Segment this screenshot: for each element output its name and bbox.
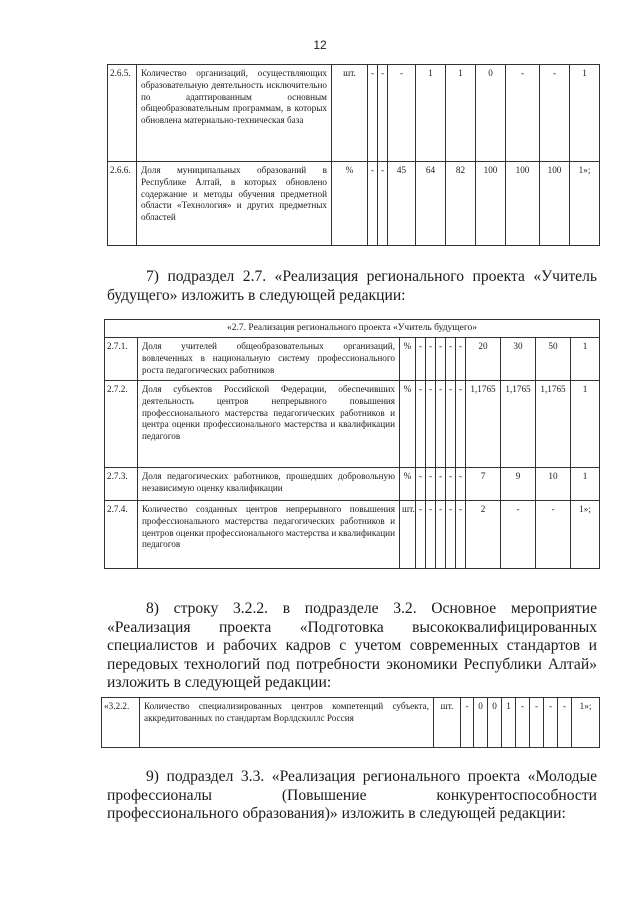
value-cell: -: [378, 162, 388, 246]
unit-cell: шт.: [434, 698, 461, 748]
value-cell: 50: [536, 338, 571, 381]
row-number: 2.6.6.: [108, 162, 137, 246]
table-row: [105, 501, 600, 569]
value-cell: -: [530, 698, 544, 748]
value-cell: 7: [466, 468, 501, 501]
value-cell: 100: [506, 162, 540, 246]
value-cell: 1: [570, 65, 600, 162]
indicator-description: Доля муниципальных образований в Республике Алтай, в которых обновлено содержание и методы обучения предметной области «Технология» и других предметных областей: [137, 162, 332, 246]
value-cell: -: [456, 338, 466, 381]
paragraph-8: 8) строку 3.2.2. в подразделе 3.2. Основное мероприятие «Реализация проекта «Подготовка высококвалифицированных специалистов и рабочих кадров с учетом современных стандартов и передовых технологий под потребности экономики Республики Алтай» изложить в следующей редакции:: [107, 600, 597, 691]
indicator-description: Доля педагогических работников, прошедших добровольную независимую оценку квалификации: [138, 468, 400, 501]
value-cell: 0: [474, 698, 488, 748]
value-cell: -: [456, 468, 466, 501]
value-cell: 1»;: [572, 698, 600, 748]
value-cell: 64: [416, 162, 446, 246]
table-row: [108, 162, 600, 246]
paragraph-9: 9) подраздел 3.3. «Реализация регионального проекта «Молодые профессионалы (Повышение конкурентоспособности профессионального образования)» изложить в следующей редакции:: [107, 768, 597, 822]
row-number: 2.7.1.: [105, 338, 138, 381]
value-cell: 0: [488, 698, 502, 748]
value-cell: 100: [540, 162, 570, 246]
table-section-2-7: [104, 319, 600, 569]
value-cell: 9: [501, 468, 536, 501]
value-cell: 2: [466, 501, 501, 569]
value-cell: -: [368, 162, 378, 246]
row-number: 2.7.3.: [105, 468, 138, 501]
value-cell: -: [446, 381, 456, 468]
value-cell: -: [426, 468, 436, 501]
table-row: [105, 468, 600, 501]
value-cell: -: [436, 381, 446, 468]
value-cell: -: [501, 501, 536, 569]
value-cell: -: [388, 65, 416, 162]
value-cell: -: [544, 698, 558, 748]
value-cell: -: [436, 468, 446, 501]
unit-cell: %: [400, 338, 416, 381]
value-cell: -: [506, 65, 540, 162]
row-number: 2.6.5.: [108, 65, 137, 162]
unit-cell: шт.: [332, 65, 368, 162]
section-header: «2.7. Реализация регионального проекта «Учитель будущего»: [105, 320, 600, 338]
row-number: 2.7.4.: [105, 501, 138, 569]
value-cell: -: [416, 501, 426, 569]
table-row: [108, 65, 600, 162]
value-cell: -: [536, 501, 571, 569]
value-cell: -: [436, 501, 446, 569]
value-cell: 100: [476, 162, 506, 246]
table-row-3-2-2: [101, 697, 600, 748]
unit-cell: шт.: [400, 501, 416, 569]
unit-cell: %: [332, 162, 368, 246]
value-cell: 1»;: [570, 162, 600, 246]
row-number: «3.2.2.: [102, 698, 140, 748]
value-cell: -: [416, 338, 426, 381]
value-cell: -: [416, 468, 426, 501]
value-cell: -: [368, 65, 378, 162]
table-header-row: [105, 320, 600, 338]
indicator-description: Доля субъектов Российской Федерации, обеспечивших деятельность центров непрерывного повышения профессионального мастерства педагогических работников и центра оценки профессионального мастерства и квалификации педагогов: [138, 381, 400, 468]
table-row: [105, 338, 600, 381]
value-cell: 1: [446, 65, 476, 162]
value-cell: 1: [571, 468, 600, 501]
value-cell: -: [426, 501, 436, 569]
paragraph-7: 7) подраздел 2.7. «Реализация регионального проекта «Учитель будущего» изложить в следующей редакции:: [107, 268, 597, 304]
value-cell: -: [426, 338, 436, 381]
value-cell: -: [540, 65, 570, 162]
value-cell: 1: [571, 338, 600, 381]
value-cell: 1,1765: [536, 381, 571, 468]
indicator-description: Количество организаций, осуществляющих образовательную деятельность исключительно по адаптированным основным общеобразовательным программам, в которых обновлена материально-техническая база: [137, 65, 332, 162]
value-cell: 1»;: [571, 501, 600, 569]
value-cell: -: [456, 381, 466, 468]
table-row: [105, 381, 600, 468]
value-cell: -: [516, 698, 530, 748]
value-cell: 10: [536, 468, 571, 501]
table-row: [102, 698, 600, 748]
value-cell: -: [456, 501, 466, 569]
value-cell: 20: [466, 338, 501, 381]
value-cell: 1: [416, 65, 446, 162]
value-cell: -: [446, 338, 456, 381]
row-number: 2.7.2.: [105, 381, 138, 468]
value-cell: 30: [501, 338, 536, 381]
value-cell: 45: [388, 162, 416, 246]
value-cell: 1,1765: [466, 381, 501, 468]
value-cell: 1: [571, 381, 600, 468]
indicator-description: Доля учителей общеобразовательных организаций, вовлеченных в национальную систему профессионального роста педагогических работников: [138, 338, 400, 381]
value-cell: -: [446, 501, 456, 569]
value-cell: 82: [446, 162, 476, 246]
value-cell: -: [558, 698, 572, 748]
value-cell: -: [446, 468, 456, 501]
value-cell: 1: [502, 698, 516, 748]
value-cell: -: [426, 381, 436, 468]
page-number: 12: [313, 38, 327, 52]
unit-cell: %: [400, 381, 416, 468]
unit-cell: %: [400, 468, 416, 501]
indicator-description: Количество специализированных центров компетенций субъекта, аккредитованных по стандартам Ворлдскиллс Россия: [140, 698, 434, 748]
value-cell: 0: [476, 65, 506, 162]
value-cell: -: [416, 381, 426, 468]
value-cell: -: [378, 65, 388, 162]
value-cell: 1,1765: [501, 381, 536, 468]
indicator-description: Количество созданных центров непрерывного повышения профессионального мастерства педагогических работников и центров оценки профессионального мастерства и квалификации педагогов: [138, 501, 400, 569]
value-cell: -: [461, 698, 474, 748]
table-section-2-6: [107, 64, 600, 246]
value-cell: -: [436, 338, 446, 381]
